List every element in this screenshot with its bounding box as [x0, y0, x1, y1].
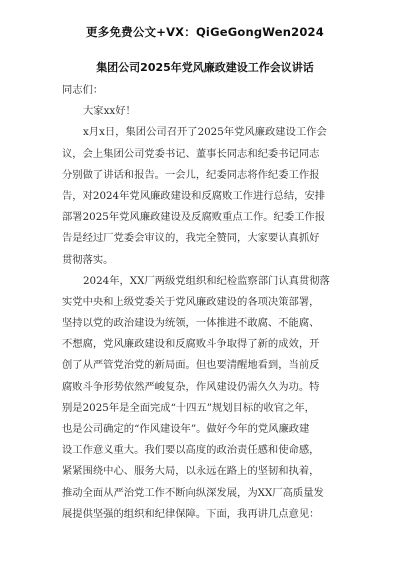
paragraph-line: 坚持以党的政治建设为统领，一体推进不敢腐、不能腐、: [62, 317, 320, 330]
paragraph-line: 紧紧围绕中心、服务大局，以永远在路上的坚韧和执着，: [62, 465, 320, 478]
paragraph-line: 实党中央和上级党委关于党风廉政建设的各项决策部署，: [62, 295, 320, 308]
paragraph-line: 推动全面从严治党工作不断向纵深发展，为XX厂高质量发: [62, 486, 324, 499]
document-body: [62, 80, 348, 525]
paragraph-line: 也是公司确定的“作风建设年”。做好今年的党风廉政建: [62, 423, 310, 435]
paragraph-line: 告，对2024年党风廉政建设和反腐败工作进行总结，安排: [62, 189, 326, 202]
paragraph-line: 贯彻落实。: [62, 253, 114, 266]
paragraph-line: 设工作意义重大。我们要以高度的政治责任感和使命感，: [62, 444, 320, 457]
paragraph-line: 告是经过厂党委会审议的，我完全赞同，大家要认真抓好: [62, 232, 320, 245]
paragraph-line: 分别做了讲话和报告。一会儿，纪委同志将作纪委工作报: [62, 168, 320, 181]
promo-banner: 更多免费公文+VX：QiGeGongWen2024: [86, 25, 324, 39]
paragraph-2: [62, 271, 348, 525]
paragraph-line: 议，会上集团公司党委书记、董事长同志和纪委书记同志: [62, 147, 320, 160]
document-title: 集团公司2025年党风廉政建设工作会议讲话: [96, 61, 314, 74]
paragraph-line: 展提供坚强的组织和纪律保障。下面，我再讲几点意见：: [62, 507, 320, 520]
greeting-line: 大家xx好！: [83, 105, 136, 118]
salutation-line: 同志们：: [62, 84, 104, 96]
paragraph-line: 不想腐，党风廉政建设和反腐败斗争取得了新的成效，开: [62, 338, 320, 351]
paragraph-line: 2024年，XX厂两级党组织和纪检监察部门认真贯彻落: [83, 274, 330, 287]
paragraph-line: 腐败斗争形势依然严峻复杂，作风建设仍需久久为功。特: [62, 380, 320, 393]
paragraph-line: x月x日，集团公司召开了2025年党风廉政建设工作会: [83, 126, 327, 139]
paragraph-line: 创了从严管党治党的新局面。但也要清醒地看到，当前反: [62, 359, 320, 372]
paragraph-line: 别是2025年是全面完成“十四五”规划目标的收官之年，: [62, 401, 315, 414]
paragraph-1: [62, 122, 348, 270]
paragraph-line: 部署2025年党风廉政建设及反腐败重点工作。纪委工作报: [62, 211, 326, 224]
